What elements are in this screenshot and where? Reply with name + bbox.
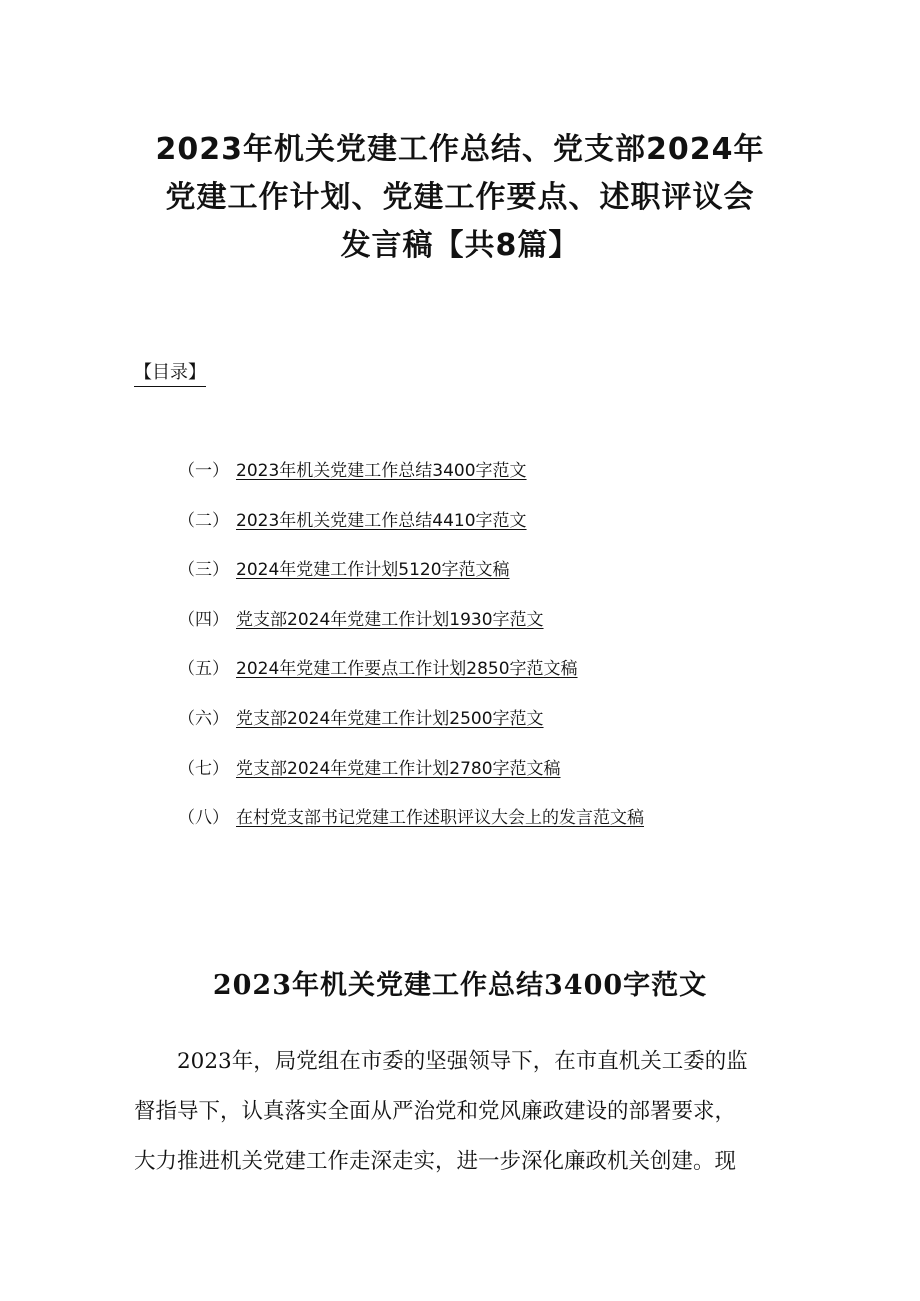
document-title-line: 党建工作计划、党建工作要点、述职评议会 (165, 180, 755, 216)
toc-link[interactable]: 2023年机关党建工作总结4410字范文 (236, 510, 527, 531)
toc-item-2 (178, 508, 644, 558)
toc-item-5 (178, 656, 644, 706)
body-paragraph (134, 1037, 790, 1187)
toc-item-4 (178, 607, 644, 657)
toc-link[interactable]: 在村党支部书记党建工作述职评议大会上的发言范文稿 (236, 808, 644, 829)
body-line: 督指导下，认真落实全面从严治党和党风廉政建设的部署要求， (134, 1099, 737, 1124)
toc-item-7 (178, 756, 644, 806)
toc-item-number: （七） (178, 758, 229, 779)
toc-item-number: （四） (178, 609, 229, 630)
toc-link[interactable]: 2023年机关党建工作总结3400字范文 (236, 461, 527, 481)
document-title-line: 2023年机关党建工作总结、党支部2024年 (155, 132, 765, 168)
toc-item-number: （一） (178, 461, 229, 481)
section-title: 2023年机关党建工作总结3400字范文 (212, 970, 708, 1002)
body-line: 大力推进机关党建工作走深走实，进一步深化廉政机关创建。现 (134, 1149, 737, 1174)
toc-link[interactable]: 党支部2024年党建工作计划2500字范文 (236, 708, 544, 729)
toc-item-1 (178, 458, 644, 508)
toc-item-3 (178, 557, 644, 607)
toc-item-8 (178, 805, 644, 855)
document-title-line: 发言稿【共8篇】 (340, 228, 580, 264)
toc-link[interactable]: 2024年党建工作要点工作计划2850字范文稿 (236, 659, 578, 680)
toc-item-number: （六） (178, 708, 229, 729)
toc-label: 【目录】 (134, 361, 206, 387)
toc-item-number: （二） (178, 510, 229, 531)
toc-item-number: （五） (178, 659, 229, 680)
table-of-contents (178, 458, 644, 855)
toc-item-number: （三） (178, 560, 229, 581)
toc-link[interactable]: 党支部2024年党建工作计划1930字范文 (236, 609, 544, 630)
body-line: 2023年，局党组在市委的坚强领导下，在市直机关工委的监 (177, 1049, 748, 1074)
toc-link[interactable]: 2024年党建工作计划5120字范文稿 (236, 560, 510, 581)
document-title (120, 126, 800, 270)
toc-item-6 (178, 706, 644, 756)
toc-item-number: （八） (178, 808, 229, 829)
toc-link[interactable]: 党支部2024年党建工作计划2780字范文稿 (236, 758, 561, 779)
